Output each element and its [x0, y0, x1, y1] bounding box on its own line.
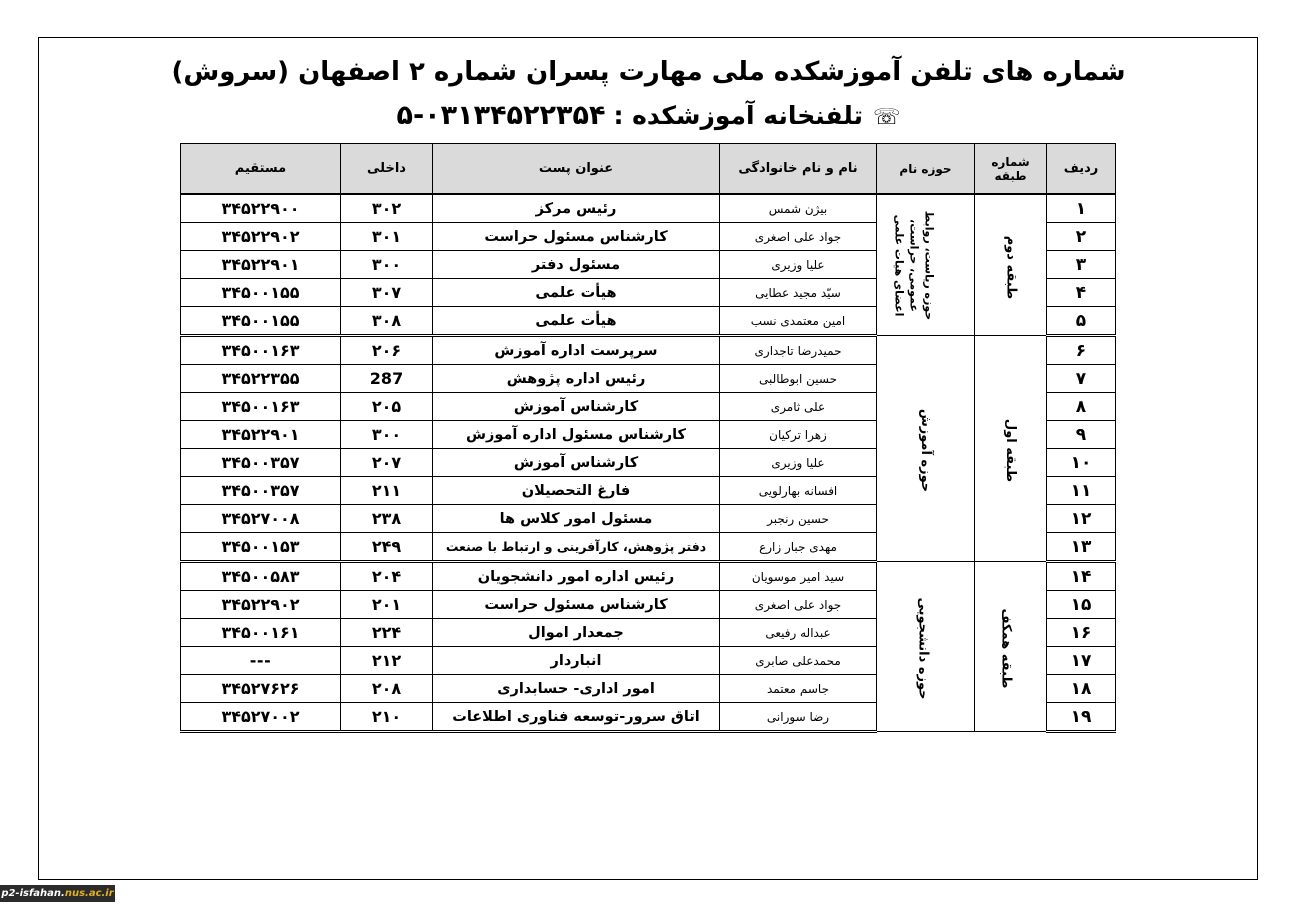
row-index: ۱۱	[1047, 477, 1116, 505]
person-name: جواد علی اصغری	[720, 591, 877, 619]
floor-label: طبقه همکف	[998, 608, 1014, 689]
column-header-floor: شماره طبقه	[975, 144, 1047, 195]
post-title: کارشناس مسئول اداره آموزش	[433, 421, 720, 449]
zone-cell	[877, 562, 975, 732]
direct-number: ۳۴۵۰۰۱۶۱	[181, 619, 341, 647]
row-index: ۱۵	[1047, 591, 1116, 619]
row-index: ۱۷	[1047, 647, 1116, 675]
internal-extension: ۲۲۴	[341, 619, 433, 647]
column-header-index: ردیف	[1047, 144, 1116, 195]
direct-number: ۳۴۵۲۲۹۰۱	[181, 251, 341, 279]
person-name: حسین رنجبر	[720, 505, 877, 533]
floor-cell	[975, 194, 1047, 336]
row-index: ۲	[1047, 223, 1116, 251]
floor-label: طبقه دوم	[1002, 235, 1018, 299]
site-domain: nus.ac.ir	[64, 888, 114, 899]
internal-extension: ۲۰۷	[341, 449, 433, 477]
table-body	[181, 194, 1116, 732]
person-name: عبداله رفیعی	[720, 619, 877, 647]
direct-number: ۳۴۵۰۰۳۵۷	[181, 449, 341, 477]
internal-extension: ۲۴۹	[341, 533, 433, 562]
post-title: هیأت علمی	[433, 307, 720, 336]
person-name: رضا سورانی	[720, 703, 877, 732]
row-index: ۳	[1047, 251, 1116, 279]
zone-cell	[877, 336, 975, 562]
zone-cell	[877, 194, 975, 336]
internal-extension: ۲۰۱	[341, 591, 433, 619]
person-name: سید امیر موسویان	[720, 562, 877, 591]
post-title: اتاق سرور-توسعه فناوری اطلاعات	[433, 703, 720, 732]
post-title: سرپرست اداره آموزش	[433, 336, 720, 365]
phone-directory-table	[180, 143, 1116, 733]
switchboard-label: تلفنخانه آموزشکده :	[613, 101, 864, 130]
internal-extension: ۳۰۱	[341, 223, 433, 251]
post-title: هیأت علمی	[433, 279, 720, 307]
zone-label: حوزه دانشجویی	[915, 597, 931, 700]
row-index: ۴	[1047, 279, 1116, 307]
person-name: علیا وزیری	[720, 449, 877, 477]
internal-extension: ۳۰۰	[341, 251, 433, 279]
direct-number: ۳۴۵۲۲۳۵۵	[181, 365, 341, 393]
internal-extension: ۲۱۱	[341, 477, 433, 505]
internal-extension: ۳۰۷	[341, 279, 433, 307]
person-name: جواد علی اصغری	[720, 223, 877, 251]
internal-extension: ۲۱۰	[341, 703, 433, 732]
zone-label: حوزه ریاست، روابط عمومی، حراست، اعضای هیات علمی	[892, 210, 936, 320]
row-index: ۱	[1047, 194, 1116, 223]
person-name: محمدعلی صابری	[720, 647, 877, 675]
table-row	[181, 336, 1116, 365]
switchboard-number: ۰۳۱۳۴۵۲۲۳۵۴-۵	[396, 100, 606, 131]
post-title: مسئول امور کلاس ها	[433, 505, 720, 533]
site-prefix: p2-isfahan.	[1, 888, 65, 899]
post-title: امور اداری- حسابداری	[433, 675, 720, 703]
direct-number: ۳۴۵۰۰۳۵۷	[181, 477, 341, 505]
switchboard-line	[0, 96, 1297, 138]
person-name: بیژن شمس	[720, 194, 877, 223]
direct-number: ۳۴۵۲۲۹۰۲	[181, 591, 341, 619]
page-title: شماره های تلفن آموزشکده ملی مهارت پسران شماره ۲ اصفهان (سروش)	[171, 57, 1126, 87]
post-title: دفتر پژوهش، کارآفرینی و ارتباط با صنعت	[433, 533, 720, 562]
zone-label: حوزه آموزش	[918, 408, 933, 493]
direct-number: ---	[181, 647, 341, 675]
direct-number: ۳۴۵۰۰۵۸۳	[181, 562, 341, 591]
person-name: علی ثامری	[720, 393, 877, 421]
person-name: سیّد مجید عطایی	[720, 279, 877, 307]
person-name: حمیدرضا تاجداری	[720, 336, 877, 365]
column-header-internal: داخلی	[341, 144, 433, 195]
person-name: جاسم معتمد	[720, 675, 877, 703]
row-index: ۸	[1047, 393, 1116, 421]
internal-extension: ۳۰۰	[341, 421, 433, 449]
internal-extension: ۲۱۲	[341, 647, 433, 675]
direct-number: ۳۴۵۲۲۹۰۲	[181, 223, 341, 251]
row-index: ۱۲	[1047, 505, 1116, 533]
direct-number: ۳۴۵۰۰۱۵۳	[181, 533, 341, 562]
row-index: ۹	[1047, 421, 1116, 449]
direct-number: ۳۴۵۰۰۱۵۵	[181, 307, 341, 336]
person-name: افسانه بهارلویی	[720, 477, 877, 505]
internal-extension: 287	[341, 365, 433, 393]
internal-extension: ۳۰۲	[341, 194, 433, 223]
post-title: جمعدار اموال	[433, 619, 720, 647]
floor-label: طبقه اول	[1002, 418, 1018, 483]
person-name: مهدی جبار زارع	[720, 533, 877, 562]
table-row	[181, 562, 1116, 591]
direct-number: ۳۴۵۲۷۶۲۶	[181, 675, 341, 703]
row-index: ۵	[1047, 307, 1116, 336]
row-index: ۱۹	[1047, 703, 1116, 732]
row-index: ۱۳	[1047, 533, 1116, 562]
row-index: ۷	[1047, 365, 1116, 393]
post-title: رئیس اداره امور دانشجویان	[433, 562, 720, 591]
person-name: علیا وزیری	[720, 251, 877, 279]
post-title: فارغ التحصیلان	[433, 477, 720, 505]
internal-extension: ۲۰۴	[341, 562, 433, 591]
floor-cell	[975, 336, 1047, 562]
floor-cell	[975, 562, 1047, 732]
column-header-zone: حوزه نام	[877, 144, 975, 195]
post-title: رئیس مرکز	[433, 194, 720, 223]
row-index: ۶	[1047, 336, 1116, 365]
site-badge	[0, 885, 115, 902]
row-index: ۱۶	[1047, 619, 1116, 647]
post-title: انباردار	[433, 647, 720, 675]
direct-number: ۳۴۵۲۷۰۰۲	[181, 703, 341, 732]
table-row	[181, 194, 1116, 223]
post-title: کارشناس مسئول حراست	[433, 591, 720, 619]
direct-number: ۳۴۵۲۲۹۰۰	[181, 194, 341, 223]
table-header-row	[181, 144, 1116, 195]
internal-extension: ۲۳۸	[341, 505, 433, 533]
person-name: امین معتمدی نسب	[720, 307, 877, 336]
internal-extension: ۳۰۸	[341, 307, 433, 336]
column-header-post: عنوان پست	[433, 144, 720, 195]
row-index: ۱۴	[1047, 562, 1116, 591]
row-index: ۱۸	[1047, 675, 1116, 703]
post-title: مسئول دفتر	[433, 251, 720, 279]
column-header-direct: مستقیم	[181, 144, 341, 195]
post-title: کارشناس آموزش	[433, 393, 720, 421]
direct-number: ۳۴۵۰۰۱۶۳	[181, 336, 341, 365]
person-name: زهرا ترکیان	[720, 421, 877, 449]
direct-number: ۳۴۵۰۰۱۵۵	[181, 279, 341, 307]
post-title: رئیس اداره پژوهش	[433, 365, 720, 393]
row-index: ۱۰	[1047, 449, 1116, 477]
internal-extension: ۲۰۶	[341, 336, 433, 365]
direct-number: ۳۴۵۰۰۱۶۳	[181, 393, 341, 421]
post-title: کارشناس مسئول حراست	[433, 223, 720, 251]
direct-number: ۳۴۵۲۷۰۰۸	[181, 505, 341, 533]
post-title: کارشناس آموزش	[433, 449, 720, 477]
phone-icon: ☏	[873, 105, 901, 130]
column-header-name: نام و نام خانوادگی	[720, 144, 877, 195]
person-name: حسین ابوطالبی	[720, 365, 877, 393]
internal-extension: ۲۰۵	[341, 393, 433, 421]
internal-extension: ۲۰۸	[341, 675, 433, 703]
direct-number: ۳۴۵۲۲۹۰۱	[181, 421, 341, 449]
